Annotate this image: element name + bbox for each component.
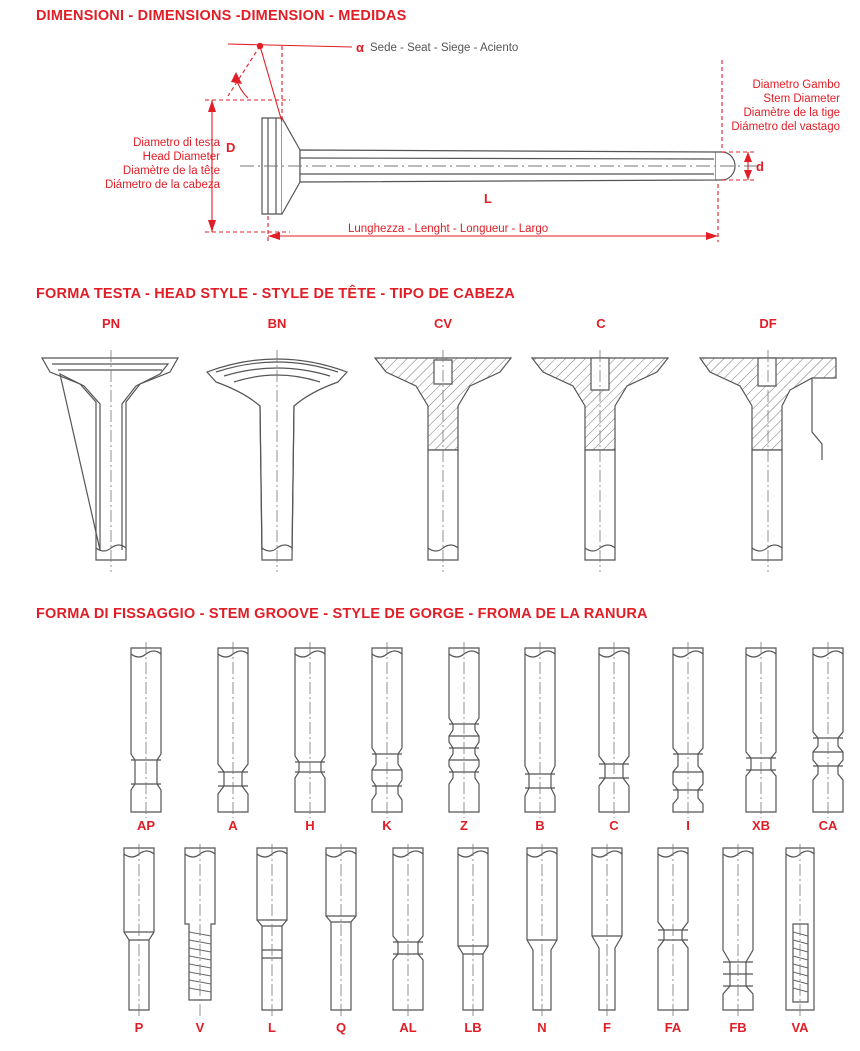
stem-groove-code-c: C	[609, 818, 619, 833]
stem-groove-code-fa: FA	[664, 1020, 682, 1035]
stem-groove-code-b: B	[535, 818, 545, 833]
head-style-drawings	[0, 310, 860, 600]
section-title-stem-groove: FORMA DI FISSAGGIO - STEM GROOVE - STYLE DE GORGE - FROMA DE LA RANURA	[36, 606, 648, 622]
stem-groove-code-n: N	[537, 1020, 547, 1035]
head-diameter-line3: Diamètre de la tête	[122, 165, 220, 177]
head-diameter-label	[0, 136, 220, 192]
seat-angle-symbol: α	[356, 40, 364, 55]
section-title-head-style: FORMA TESTA - HEAD STYLE - STYLE DE TÊTE - TIPO DE CABEZA	[36, 286, 515, 302]
stem-diameter-line3: Diamètre de la tige	[743, 107, 840, 119]
section-title-dimensions: DIMENSIONI - DIMENSIONS -DIMENSION - MEDIDAS	[36, 8, 407, 24]
head-style-code-bn: BN	[267, 316, 287, 331]
head-style-code-df: DF	[759, 316, 777, 331]
stem-groove-code-xb: XB	[751, 818, 771, 833]
head-diameter-line2: Head Diameter	[142, 151, 220, 163]
stem-groove-drawings-row1	[0, 636, 860, 826]
seat-angle-label: Sede - Seat - Siege - Aciento	[370, 42, 519, 54]
head-diameter-symbol: D	[226, 140, 236, 155]
stem-groove-code-va: VA	[791, 1020, 809, 1035]
head-style-code-c: C	[596, 316, 606, 331]
stem-groove-code-a: A	[228, 818, 238, 833]
stem-groove-code-q: Q	[335, 1020, 347, 1035]
stem-diameter-symbol: d	[756, 159, 764, 174]
head-style-code-cv: CV	[433, 316, 453, 331]
stem-groove-code-l: L	[268, 1020, 276, 1035]
head-style-code-pn: PN	[101, 316, 121, 331]
stem-groove-code-ap: AP	[136, 818, 156, 833]
stem-diameter-line4: Diámetro del vastago	[731, 121, 840, 133]
stem-diameter-label	[600, 78, 840, 134]
stem-diameter-line1: Diametro Gambo	[752, 79, 840, 91]
stem-groove-code-lb: LB	[464, 1020, 482, 1035]
stem-groove-drawings-row2	[0, 840, 860, 1030]
stem-groove-code-k: K	[382, 818, 392, 833]
length-symbol: L	[484, 191, 492, 206]
head-diameter-line4: Diámetro de la cabeza	[104, 179, 220, 191]
stem-groove-code-z: Z	[460, 818, 468, 833]
stem-groove-code-i: I	[686, 818, 690, 833]
stem-groove-code-p: P	[134, 1020, 144, 1035]
stem-groove-code-al: AL	[399, 1020, 417, 1035]
length-label: Lunghezza - Lenght - Longueur - Largo	[348, 223, 549, 235]
stem-groove-code-v: V	[195, 1020, 205, 1035]
head-diameter-line1: Diametro di testa	[133, 137, 220, 149]
stem-groove-code-f: F	[603, 1020, 611, 1035]
stem-groove-code-ca: CA	[818, 818, 838, 833]
stem-diameter-line2: Stem Diameter	[763, 93, 840, 105]
stem-groove-code-h: H	[305, 818, 315, 833]
stem-groove-code-fb: FB	[729, 1020, 747, 1035]
